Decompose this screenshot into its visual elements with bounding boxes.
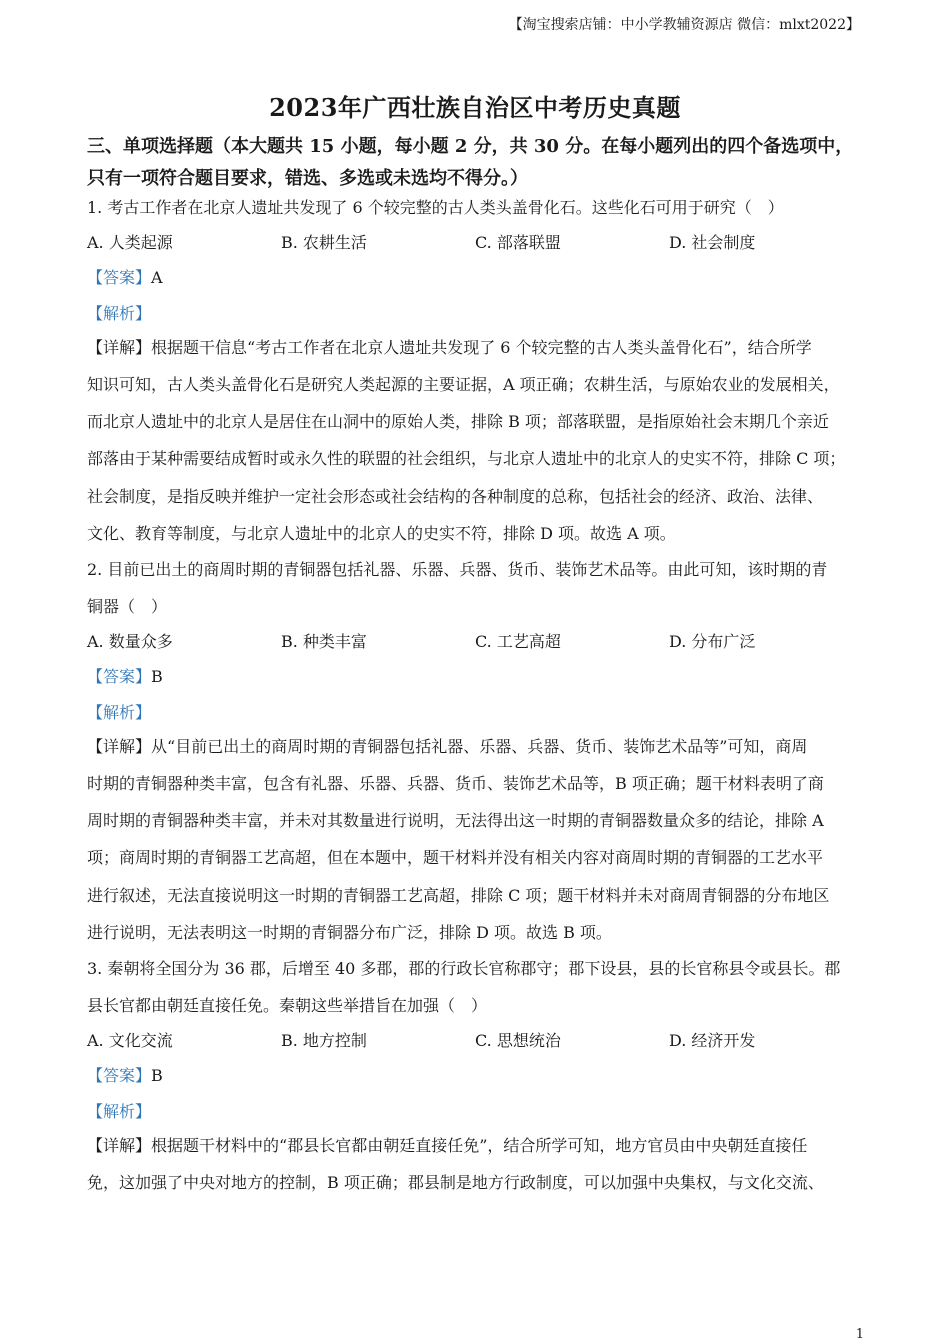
option-a: A. 人类起源: [87, 233, 173, 252]
question-stem: 县长官都由朝廷直接任免。秦朝这些举措旨在加强（ ）: [87, 996, 488, 1015]
section-heading-line: 只有一项符合题目要求，错选、多选或未选均不得分。）: [87, 168, 528, 189]
option-b: B. 农耕生活: [281, 233, 367, 252]
detail-line: 而北京人遗址中的北京人是居住在山洞中的原始人类，排除 B 项；部落联盟，是指原始社会末期几个亲近: [87, 412, 829, 431]
answer-tag: 【答案】: [87, 1066, 152, 1085]
detail-tag: 【详解】: [87, 1136, 152, 1155]
question-stem: 铜器（ ）: [87, 597, 168, 616]
option-d: D. 分布广泛: [669, 632, 756, 651]
answer-value: B: [151, 667, 163, 686]
option-c: C. 部落联盟: [475, 233, 561, 252]
section-heading-line: 三、单项选择题（本大题共 15 小题，每小题 2 分，共 30 分。在每小题列出的四个备选项中，: [87, 136, 854, 157]
answer-line: [87, 664, 163, 687]
answer-tag: 【答案】: [87, 667, 152, 686]
detail-tag: 【详解】: [87, 737, 152, 756]
option-b: B. 地方控制: [281, 1031, 367, 1050]
detail-line: 时期的青铜器种类丰富，包含有礼器、乐器、兵器、货币、装饰艺术品等，B 项正确；题干材料表明了商: [87, 774, 824, 793]
header-note: 【淘宝搜索店铺：中小学教辅资源店 微信：mlxt2022】: [508, 17, 860, 33]
detail-line: 进行说明，无法表明这一时期的青铜器分布广泛，排除 D 项。故选 B 项。: [87, 923, 612, 942]
detail-line: 社会制度，是指反映并维护一定社会形态或社会结构的各种制度的总称，包括社会的经济、政治、法律、: [87, 487, 824, 506]
detail-text: 根据题干信息“考古工作者在北京人遗址共发现了 6 个较完整的古人类头盖骨化石”，结合所学: [151, 338, 812, 357]
answer-tag: 【答案】: [87, 268, 152, 287]
option-c: C. 思想统治: [475, 1031, 561, 1050]
answer-value: A: [151, 268, 163, 287]
detail-line: [87, 335, 812, 358]
detail-tag: 【详解】: [87, 338, 152, 357]
page-title: 2023年广西壮族自治区中考历史真题: [269, 93, 681, 122]
answer-value: B: [151, 1066, 163, 1085]
option-a: A. 文化交流: [87, 1031, 173, 1050]
option-c: C. 工艺高超: [475, 632, 561, 651]
detail-line: 文化、教育等制度，与北京人遗址中的北京人的史实不符，排除 D 项。故选 A 项。: [87, 524, 676, 543]
section-heading: [87, 131, 867, 195]
detail-line: 知识可知，古人类头盖骨化石是研究人类起源的主要证据，A 项正确；农耕生活，与原始农业的发展相关，: [87, 375, 840, 394]
detail-line: 项；商周时期的青铜器工艺高超，但在本题中，题干材料并没有相关内容对商周时期的青铜器的工艺水平: [87, 848, 824, 867]
detail-line: 周时期的青铜器种类丰富，并未对其数量进行说明，无法得出这一时期的青铜器数量众多的结论，排除 A: [87, 811, 824, 830]
answer-line: [87, 265, 163, 288]
option-b: B. 种类丰富: [281, 632, 367, 651]
analysis-tag: 【解析】: [87, 304, 152, 323]
detail-line: [87, 734, 807, 757]
detail-line: 进行叙述，无法直接说明这一时期的青铜器工艺高超，排除 C 项；题干材料并未对商周青铜器的分布地区: [87, 886, 830, 905]
answer-line: [87, 1063, 163, 1086]
detail-line: 部落由于某种需要结成暂时或永久性的联盟的社会组织，与北京人遗址中的北京人的史实不符，排除 C 项；: [87, 449, 846, 468]
analysis-tag: 【解析】: [87, 703, 152, 722]
question-stem: 1. 考古工作者在北京人遗址共发现了 6 个较完整的古人类头盖骨化石。这些化石可用于研究（ ）: [87, 198, 784, 217]
detail-text: 根据题干材料中的“郡县长官都由朝廷直接任免”，结合所学可知，地方官员由中央朝廷直接任: [151, 1136, 808, 1155]
option-d: D. 社会制度: [669, 233, 756, 252]
detail-line: [87, 1133, 807, 1156]
analysis-tag: 【解析】: [87, 1102, 152, 1121]
option-a: A. 数量众多: [87, 632, 173, 651]
detail-line: 免，这加强了中央对地方的控制，B 项正确；郡县制是地方行政制度，可以加强中央集权，与文化交流、: [87, 1173, 824, 1192]
detail-text: 从“目前已出土的商周时期的青铜器包括礼器、乐器、兵器、货币、装饰艺术品等”可知，商周: [151, 737, 808, 756]
option-d: D. 经济开发: [669, 1031, 756, 1050]
page-number: 1: [855, 1327, 864, 1342]
question-stem: 2. 目前已出土的商周时期的青铜器包括礼器、乐器、兵器、货币、装饰艺术品等。由此可知，该时期的青: [87, 560, 828, 579]
question-stem: 3. 秦朝将全国分为 36 郡，后增至 40 多郡，郡的行政长官称郡守；郡下设县，县的长官称县令或县长。郡: [87, 959, 841, 978]
